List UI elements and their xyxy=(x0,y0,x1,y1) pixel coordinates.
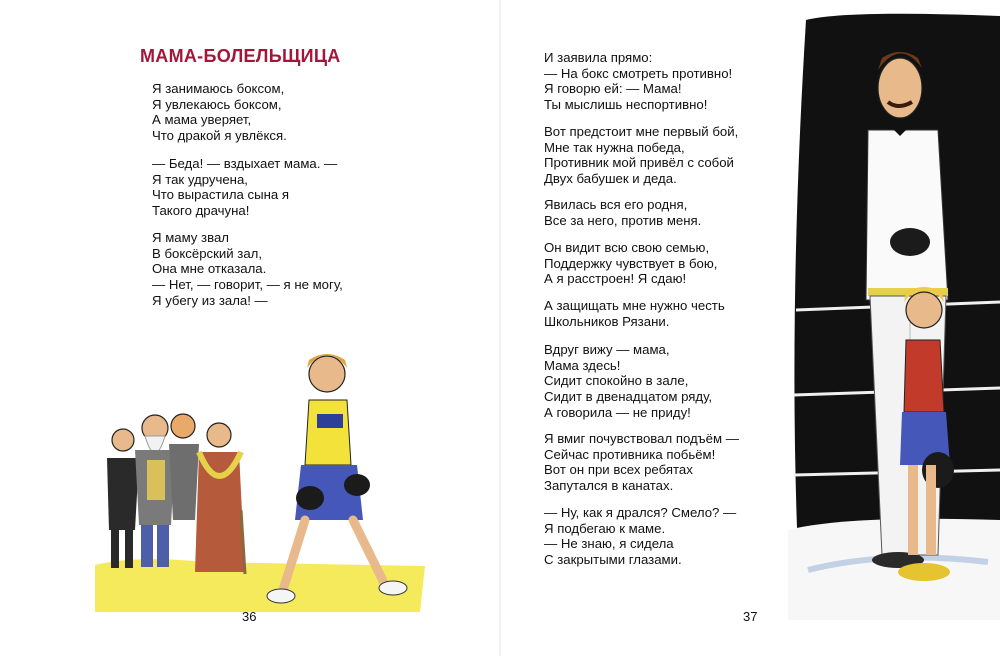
stanza-left-3 xyxy=(152,230,343,309)
poem-line: А я расстроен! Я сдаю! xyxy=(544,271,687,287)
poem-line: Я так удручена, xyxy=(152,171,248,187)
crowd-figures xyxy=(107,414,245,574)
poem-line: Вдруг вижу — мама, xyxy=(544,342,670,357)
poem-line: Мама здесь! xyxy=(544,357,621,373)
poem-line: Все за него, против меня. xyxy=(544,212,702,228)
poem-title: МАМА-БОЛЕЛЬЩИЦА xyxy=(140,46,341,66)
page-number-left: 36 xyxy=(242,609,257,624)
poem-line: Я убегу из зала! — xyxy=(152,292,268,308)
stanza-left-1 xyxy=(152,81,287,144)
poem-line: Я говорю ей: — Мама! xyxy=(544,81,682,97)
poem-line: Двух бабушек и деда. xyxy=(544,171,677,187)
poem-line: Сидит спокойно в зале, xyxy=(544,373,689,389)
poem-line: И заявила прямо: xyxy=(544,50,653,65)
poem-line: Школьников Рязани. xyxy=(544,313,670,329)
stanza-right-8 xyxy=(544,505,736,568)
poem-line: — На бокс смотреть противно! xyxy=(544,65,733,81)
poem-line: Сидит в двенадцатом ряду, xyxy=(544,389,713,405)
poem-line: А говорила — не приду! xyxy=(544,404,691,420)
poem-line: Что дракой я увлёкся. xyxy=(152,128,287,144)
stanza-left-2 xyxy=(152,156,337,219)
poem-line: Мне так нужна победа, xyxy=(544,139,685,155)
poem-line: Я вмиг почувствовал подъём — xyxy=(544,431,739,446)
poem-line: — Нет, — говорит, — я не могу, xyxy=(152,277,343,293)
stanza-right-1 xyxy=(544,50,732,113)
poem-line: Я увлекаюсь боксом, xyxy=(152,96,282,112)
poem-line: В боксёрский зал, xyxy=(152,245,263,261)
stanza-right-5 xyxy=(544,298,725,329)
poem-line: Вот предстоит мне первый бой, xyxy=(544,124,739,139)
stanza-right-4 xyxy=(544,240,717,287)
poem-line: Поддержку чувствует в бою, xyxy=(544,255,718,271)
poem-line: Такого драчуна! xyxy=(152,203,250,219)
poem-line: Вот он при всех ребятах xyxy=(544,462,693,478)
poem-line: Противник мой привёл с собой xyxy=(544,155,734,171)
stanza-right-2 xyxy=(544,124,738,187)
poem-line: Он видит всю свою семью, xyxy=(544,240,710,255)
referee-and-boy-in-ring-illustration xyxy=(788,10,1000,620)
poem-line: Запутался в канатах. xyxy=(544,478,674,494)
stanza-right-7 xyxy=(544,431,739,494)
poem-line: Она мне отказала. xyxy=(152,261,267,277)
poem-line: Что вырастила сына я xyxy=(152,187,290,203)
crowd-and-boxer-boy-illustration xyxy=(95,340,425,618)
poem-line: Сейчас противника побьём! xyxy=(544,446,716,462)
poem-line: Я подбегаю к маме. xyxy=(544,520,666,536)
poem-line: — Не знаю, я сидела xyxy=(544,536,674,552)
poem-line: Я занимаюсь боксом, xyxy=(152,81,285,96)
stanza-right-6 xyxy=(544,342,712,421)
poem-line: Явилась вся его родня, xyxy=(544,197,688,212)
right-page xyxy=(500,0,1000,656)
poem-line: — Ну, как я дрался? Смело? — xyxy=(544,505,737,520)
poem-line: Я маму звал xyxy=(152,230,229,245)
stanza-right-3 xyxy=(544,197,701,228)
poem-line: — Беда! — вздыхает мама. — xyxy=(152,156,338,171)
poem-line: А мама уверяет, xyxy=(152,112,252,128)
poem-line: С закрытыми глазами. xyxy=(544,552,682,568)
poem-line: А защищать мне нужно честь xyxy=(544,298,725,313)
poem-line: Ты мыслишь неспортивно! xyxy=(544,97,708,113)
page-number-right: 37 xyxy=(743,609,758,624)
